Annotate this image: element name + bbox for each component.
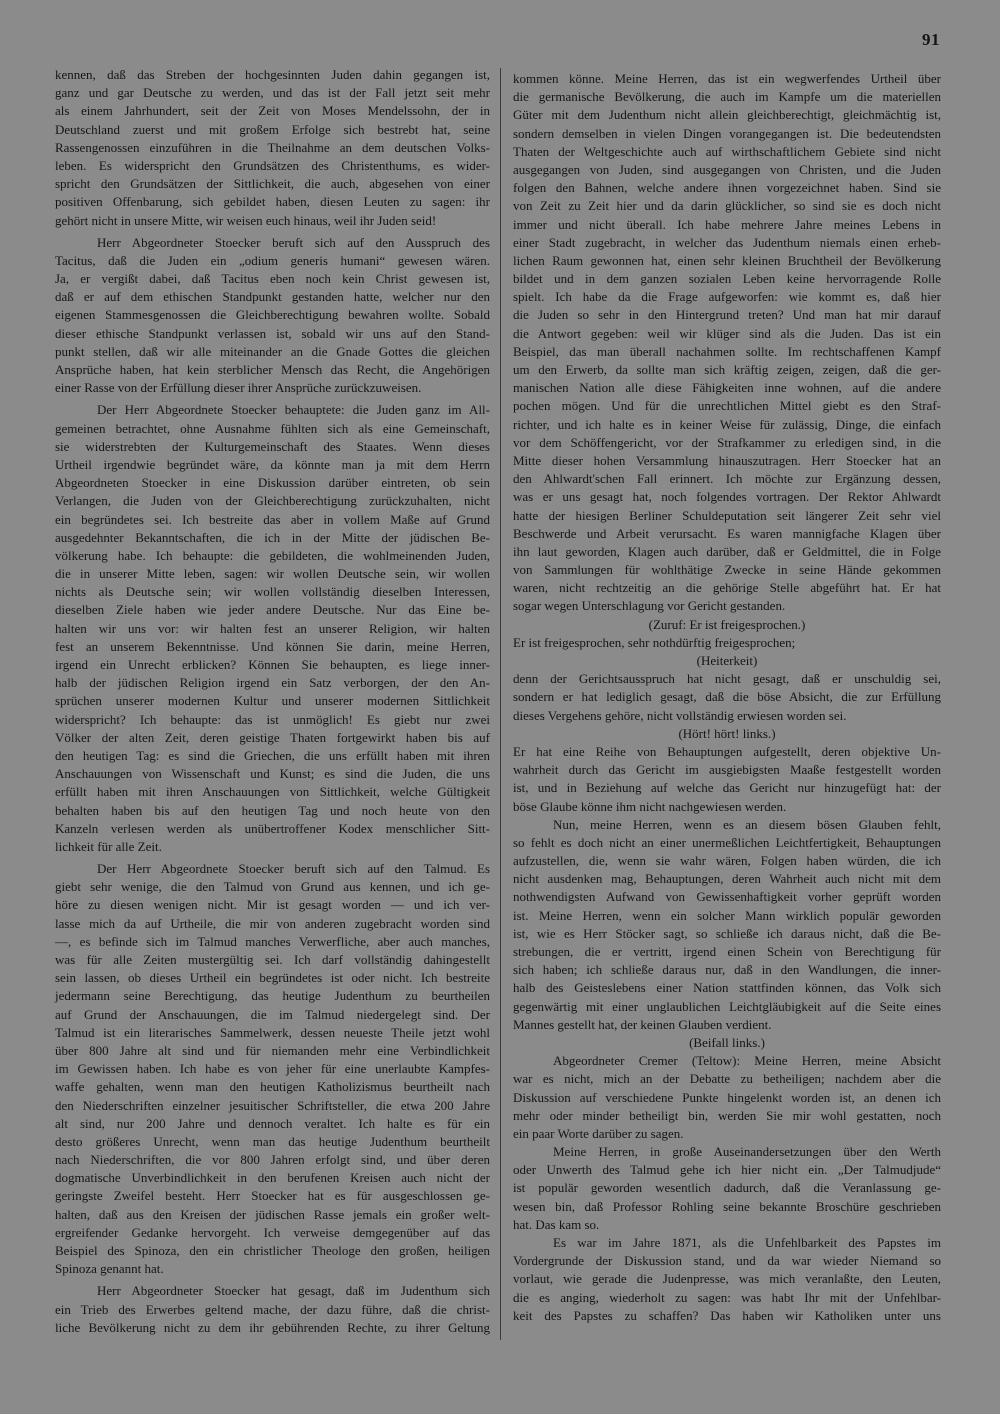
text-line: [513, 652, 941, 670]
interjection: [513, 616, 941, 634]
line-text: ganz und gar Deutsche zu werden, und das ist der Fall jetzt seit mehr: [55, 85, 490, 101]
text-line: [513, 870, 941, 888]
text-line: [55, 1024, 490, 1042]
line-text: irgend ein Unrecht erblicken? Können Sie behaupten, es liege inner-: [55, 657, 490, 672]
line-text: böse Glaube könne ihm nicht nachgewiesen werden.: [513, 798, 787, 814]
text-line: [513, 343, 941, 361]
line-text: gegenwärtig mit einer unglaublichen Leichtgläubigkeit auf die Seite eines: [513, 998, 941, 1014]
text-line: [513, 834, 941, 852]
text-line: [55, 1169, 490, 1187]
line-text: dieser ethische Standpunkt verlassen ist, sobald wir uns auf den Stand-: [55, 325, 490, 341]
text-line: [513, 798, 941, 816]
text-line: [55, 288, 490, 306]
text-line: [513, 361, 941, 379]
line-text: behalten haben bis auf den heutigen Tag und noch heute von den: [55, 802, 490, 818]
line-text: gehört nicht in unsere Mitte, wir weisen euch hinaus, weil ihr Juden seid!: [55, 212, 437, 228]
line-text: über 800 Jahre alt sind und für niemanden mehr eine Verbindlichkeit: [55, 1042, 490, 1058]
text-line: [55, 802, 490, 820]
line-text: Mannes gestellt hat, der keinen Glauben verdient.: [513, 1016, 772, 1032]
line-text: jedermann seine Berechtigung, das heutige Judenthum zu beurtheilen: [55, 988, 490, 1004]
line-text: Er hat eine Reihe von Behauptungen aufgestellt, deren objektive Un-: [513, 743, 941, 759]
text-line: [513, 907, 941, 925]
line-text: nicht ausdenken mag, Behauptungen, deren Wahrheit auch nicht mit dem: [513, 871, 941, 887]
text-line: [513, 1143, 941, 1161]
interjection: [513, 725, 941, 743]
line-text: Kanzeln verlesen werden als unübertroffener Kodex menschlicher Sitt-: [55, 820, 490, 836]
line-text: ausgegangen von Juden, sind ausgegangen von Christen, und die Juden: [513, 161, 941, 177]
line-text: Thaten der Weltgeschichte auch auf wirthschaftlichem Gebiete sind nicht: [513, 143, 941, 159]
paragraph: [513, 816, 941, 1034]
text-line: [55, 747, 490, 765]
line-text: gemeinen betrachtet, ohne Ausnahme fühlten sich als eine Gemeinschaft,: [55, 420, 490, 436]
line-text: sondern er hat lediglich gesagt, daß die böse Absicht, die zur Erfüllung: [513, 689, 941, 705]
text-line: [55, 193, 490, 211]
line-text: so fehlt es doch nicht an einer unermeßlichen Leichtfertigkeit, Behauptungen: [513, 834, 941, 850]
text-line: [55, 1301, 490, 1319]
line-text: wahrheit durch das Gericht im ausgiebigsten Maaße festgestellt worden: [513, 762, 941, 778]
text-line: [513, 416, 941, 434]
text-line: [55, 511, 490, 529]
line-text: aufzustellen, die, wenn sie wahr wären, Folgen haben würden, die ich: [513, 853, 941, 869]
text-line: [55, 601, 490, 619]
line-text: widerspricht? Ich behaupte: das ist unmöglich! Es giebt nur zwei: [55, 711, 490, 727]
text-line: [513, 470, 941, 488]
text-line: [513, 234, 941, 252]
line-text: halten wir uns vor: wir halten fest an unserer Religion, wir halten: [55, 620, 490, 636]
line-text: von Sammlungen für wohlthätige Zwecke in seine Hände gekommen: [513, 562, 941, 578]
text-line: [55, 1115, 490, 1133]
line-text: ergreifender Gedanke hervorgeht. Ich verweise demgegenüber auf das: [55, 1224, 490, 1240]
text-line: [55, 1060, 490, 1078]
line-text: positiven Offenbarung, sich gebildet haben, diesen Leuten zu sagen: ihr: [55, 194, 490, 210]
text-line: [55, 1242, 490, 1260]
text-line: [55, 420, 490, 438]
paragraph: [513, 743, 941, 816]
line-text: —, es befinde sich im Talmud manches Verwerfliche, aber auch manches,: [55, 933, 490, 949]
text-line: [55, 379, 490, 397]
interjection: [513, 1034, 941, 1052]
line-text: immer und nicht überall. Ich habe mehrere Jahre meines Lebens in: [513, 216, 941, 232]
text-line: [513, 143, 941, 161]
text-line: [55, 896, 490, 914]
text-line: [55, 139, 490, 157]
text-line: [55, 1151, 490, 1169]
line-text: Völker der alten Zeit, deren geistige Thaten fortgewirkt haben bis auf: [55, 729, 490, 745]
line-text: sogar wegen Unterschlagung vor Gericht gestanden.: [513, 598, 786, 614]
text-line: [55, 84, 490, 102]
line-text: vor dem Schöffengericht, vor der Strafkammer zu erledigen sind, in die: [513, 434, 941, 450]
line-text: Der Herr Abgeordnete Stoecker beruft sich auf den Talmud. Es: [97, 861, 490, 877]
line-text: erfüllt haben mit ihren Anschauungen von Sittlichkeit, welche Gültigkeit: [55, 784, 490, 800]
line-text: die germanische Bevölkerung, die auch im Kampfe um die materiellen: [513, 89, 941, 105]
text-line: [55, 820, 490, 838]
text-line: [55, 711, 490, 729]
text-line: [55, 1097, 490, 1115]
line-text: hat. Das kam so.: [513, 1216, 600, 1232]
line-text: eigenen Stammesgenossen die Gleichberechtigung bewahren wollte. Sobald: [55, 307, 490, 323]
line-text: die es anging, wiederholt zu sagen: was habt Ihr mit der Unfehlbar-: [513, 1289, 941, 1305]
text-line: [513, 1016, 941, 1034]
line-text: von Zeit zu Zeit hier und da darin glücklicher, so sind sie es doch nicht: [513, 198, 941, 214]
line-text: den Niederschriften einzelner jesuitischer Schriftsteller, die etwa 200 Jahre: [55, 1097, 490, 1113]
text-line: [513, 979, 941, 997]
text-line: [513, 579, 941, 597]
line-text: ausgedehnter Bekanntschaften, die ich in der Mitte der jüdischen Be-: [55, 529, 490, 545]
line-text: Rassengenossen einzuführen in die Theilnahme an dem deutschen Volks-: [55, 139, 490, 155]
line-text: ein begründetes sei. Ich bestreite das aber in vollem Maße auf Grund: [55, 511, 490, 527]
line-text: hatte der hiesigen Berliner Schuldeputation seit längerer Zeit sehr viel: [513, 507, 941, 523]
text-line: [513, 525, 941, 543]
line-text: alt sind, nur 200 Jahre und dennoch veraltet. Ich halte es für ein: [55, 1115, 490, 1131]
text-line: [513, 597, 941, 615]
line-text: denn der Gerichtsausspruch hat nicht gesagt, daß er unschuldig sei,: [513, 671, 941, 687]
line-text: Meine Herren, in große Auseinandersetzungen über den Werth: [553, 1144, 941, 1160]
text-line: [55, 638, 490, 656]
text-line: [55, 878, 490, 896]
line-text: Ansprüche haben, hat kein sterblicher Mensch das Recht, die Angehörigen: [55, 362, 490, 377]
line-text: (Beifall links.): [689, 1034, 765, 1050]
text-line: [55, 1224, 490, 1242]
line-text: bildet und in dem ganzen sozialen Leben keine hervorragende Rolle: [513, 271, 941, 287]
text-line: [513, 434, 941, 452]
text-line: [513, 216, 941, 234]
line-text: keit des Papstes zu schaffen? Das haben wir Katholiken unter uns: [513, 1307, 941, 1323]
line-text: im Gewissen haben. Ich habe es von jeher für eine unerlaubte Kampfes-: [55, 1061, 490, 1077]
line-text: die in unserer Mitte leben, sagen: wir wollen Deutsche sein, wir wollen: [55, 566, 490, 582]
text-line: [55, 1206, 490, 1224]
line-text: sondern demselben in vielen Dingen vorangegangen ist. Die bedeutendsten: [513, 125, 941, 141]
line-text: was für alle Zeiten mustergültig sei. Ich darf vollständig dahingestellt: [55, 952, 490, 967]
line-text: lichkeit für alle Zeit.: [55, 838, 162, 854]
line-text: (Zuruf: Er ist freigesprochen.): [648, 616, 806, 632]
line-text: oder Unwerth des Talmud gehe ich hier nicht ein. „Der Talmudjude“: [513, 1162, 941, 1178]
line-text: einer Stadt zugebracht, in welcher das Judenthum niemals einen erheb-: [513, 234, 941, 250]
line-text: ist populär geworden wesentlich dadurch, daß die Veranlassung ge-: [513, 1180, 941, 1196]
line-text: die Antwort gegeben: weil wir klüger sind als die Juden. Das ist ein: [513, 325, 941, 341]
text-line: [513, 1052, 941, 1070]
text-column-right: [513, 70, 941, 1325]
text-line: [55, 1187, 490, 1205]
line-text: einer Rasse von der Erfüllung dieser ihrer Ansprüche zurückzuweisen.: [55, 380, 422, 396]
text-line: [513, 761, 941, 779]
line-text: Der Herr Abgeordnete Stoecker behauptete: die Juden ganz im All-: [97, 402, 490, 418]
text-line: [513, 379, 941, 397]
paragraph: [513, 70, 941, 616]
line-text: Abgeordneten Stoecker in eine Diskussion darüber eintreten, ob sein: [55, 475, 490, 491]
text-line: [513, 688, 941, 706]
text-line: [55, 783, 490, 801]
text-line: [55, 620, 490, 638]
line-text: sein lassen, ob dieses Urtheil ein begründetes ist oder nicht. Ich bestreite: [55, 970, 490, 986]
line-text: sie widerstrebten der Kulturgemeinschaft des Staates. Wenn dieses: [55, 438, 490, 454]
line-text: Diskussion auf verschiedene Punkte hingelenkt worden ist, an denen ich: [513, 1089, 941, 1105]
line-text: Deutschland zuerst und mit großem Erfolge sich bestrebt hat, seine: [55, 121, 490, 137]
line-text: spielt. Ich habe da die Frage aufgeworfen: wie kommt es, daß hier: [513, 289, 941, 305]
line-text: giebt sehr wenige, die den Talmud von Grund aus kennen, und ich ge-: [55, 879, 490, 895]
line-text: Spinoza genannt hat.: [55, 1261, 164, 1277]
text-line: [513, 179, 941, 197]
text-line: [513, 961, 941, 979]
text-line: [513, 1270, 941, 1288]
line-text: nach Niederschriften, die vor 800 Jahren erfolgt sind, und über deren: [55, 1152, 490, 1168]
text-line: [513, 1070, 941, 1088]
line-text: nothwendigsten Aufwand von Gewissenhaftigkeit vorher geprüft worden: [513, 889, 941, 905]
text-line: [513, 616, 941, 634]
line-text: Nun, meine Herren, wenn es an diesem bösen Glauben fehlt,: [553, 816, 941, 832]
text-line: [513, 1034, 941, 1052]
text-line: [513, 743, 941, 761]
text-line: [55, 987, 490, 1005]
line-text: dogmatische Unverbindlichkeit in den berufenen Kreisen auch nicht der: [55, 1170, 490, 1186]
text-line: [55, 692, 490, 710]
paragraph: [55, 66, 490, 230]
line-text: punkt stellen, daß wir alle miteinander an die Gnade Gottes die gleichen: [55, 343, 490, 359]
text-line: [55, 1282, 490, 1300]
text-line: [55, 234, 490, 252]
line-text: folgen den Bahnen, welche andere ihnen vorgezeichnet haben. Sind sie: [513, 180, 941, 196]
text-line: [513, 707, 941, 725]
text-line: [55, 583, 490, 601]
paragraph: [513, 1052, 941, 1143]
text-line: [55, 212, 490, 230]
line-text: Beispiel des Spinoza, den ein christlicher Theologe den großen, heiligen: [55, 1243, 490, 1258]
line-text: desto größeres Unrecht, wenn man das heutige Judenthum beurtheilt: [55, 1133, 490, 1149]
text-line: [55, 729, 490, 747]
line-text: (Hört! hört! links.): [678, 725, 776, 741]
text-line: [513, 816, 941, 834]
paragraph: [513, 634, 941, 652]
line-text: kommen könne. Meine Herren, das ist ein wegwerfendes Urtheil über: [513, 71, 941, 86]
text-line: [513, 1107, 941, 1125]
line-text: ein Trieb des Erwerbes geltend mache, der dazu führe, daß die christ-: [55, 1301, 490, 1317]
line-text: Er ist freigesprochen, sehr nothdürftig freigesprochen;: [513, 634, 796, 650]
line-text: Herr Abgeordneter Stoecker beruft sich auf den Ausspruch des: [97, 234, 490, 250]
text-line: [55, 951, 490, 969]
line-text: völkerung habe. Ich behaupte: die gebildeten, die wohlmeinenden Juden,: [55, 547, 490, 563]
text-line: [55, 438, 490, 456]
line-text: die Juden so sehr in den Hintergrund treten? Und man hat mir darauf: [513, 307, 941, 323]
text-line: [513, 288, 941, 306]
line-text: spricht den Grundsätzen der Sittlichkeit, die auch, abgesehen von einer: [55, 176, 490, 192]
text-line: [513, 306, 941, 324]
text-line: [513, 88, 941, 106]
text-line: [513, 998, 941, 1016]
text-line: [513, 397, 941, 415]
text-line: [513, 1307, 941, 1325]
text-line: [55, 270, 490, 288]
line-text: was er uns gesagt hat, noch folgendes vortragen. Der Rektor Ahlwardt: [513, 489, 941, 505]
line-text: sprüchen unserer modernen Kultur und unserer modernen Sittlichkeit: [55, 693, 490, 709]
line-text: Talmud ist ein literarisches Sammelwerk, dessen neueste Theile jetzt wohl: [55, 1024, 490, 1040]
text-line: [55, 547, 490, 565]
page-number: 91: [922, 30, 940, 49]
text-line: [55, 915, 490, 933]
line-text: Güter mit dem Judenthum nicht allein gleichberechtigt, gleichmächtig ist,: [513, 107, 941, 123]
text-line: [513, 561, 941, 579]
line-text: geringste Zweifel besteht. Herr Stoecker hat es für ausgeschlossen ge-: [55, 1188, 490, 1204]
line-text: nichts als Deutsche sein; wir wollen vollständig dieselben Interessen,: [55, 584, 490, 600]
text-line: [55, 1133, 490, 1151]
text-line: [55, 492, 490, 510]
line-text: Abgeordneter Cremer (Teltow): Meine Herren, meine Absicht: [553, 1053, 941, 1069]
text-line: [55, 969, 490, 987]
line-text: ein paar Worte darüber zu sagen.: [513, 1125, 684, 1141]
line-text: als einem Jahrhundert, seit der Zeit von Moses Mendelssohn, der in: [55, 103, 490, 119]
text-line: [513, 70, 941, 88]
paragraph: [513, 1143, 941, 1234]
line-text: Vordergrunde der Diskussion stand, und da war wieder Niemand so: [513, 1253, 941, 1269]
text-line: [55, 325, 490, 343]
text-line: [513, 488, 941, 506]
line-text: dieselben Ziele haben wie jeder andere Deutsche. Nur das Eine be-: [55, 602, 490, 618]
paragraph: [513, 1234, 941, 1325]
paragraph: [55, 1282, 490, 1337]
column-divider: [500, 68, 501, 1340]
text-line: [513, 888, 941, 906]
line-text: lichen Raum gewonnen hat, einen sehr kleinen Bruchtheil der Bevölkerung: [513, 252, 941, 268]
line-text: dieses Vergehens gehöre, nicht vollständig erwiesen worden sei.: [513, 707, 847, 723]
line-text: waren, nicht rechtzeitig an die gehörige Stelle abgeführt hat. Er hat: [513, 580, 941, 596]
text-line: [55, 860, 490, 878]
text-line: [55, 838, 490, 856]
text-line: [55, 361, 490, 379]
text-line: [513, 543, 941, 561]
line-text: wesen bin, daß Professor Rohling seine bekannte Broschüre geschrieben: [513, 1198, 941, 1214]
paragraph: [513, 670, 941, 725]
line-text: manischen Nation alle diese Fähigkeiten inne wohnen, auf die andere: [513, 380, 941, 396]
text-line: [55, 765, 490, 783]
line-text: halb der jüdischen Religion irgend ein Satz verborgen, der den An-: [55, 675, 490, 691]
line-text: Herr Abgeordneter Stoecker hat gesagt, daß im Judenthum sich: [97, 1283, 490, 1299]
text-line: [513, 161, 941, 179]
line-text: Mitte dieser hohen Versammlung hinauszutragen. Herr Stoecker hat an: [513, 452, 941, 468]
text-line: [513, 943, 941, 961]
text-line: [513, 1198, 941, 1216]
text-line: [513, 507, 941, 525]
text-line: [513, 1179, 941, 1197]
line-text: Verlangen, die Juden von der Gleichberechtigung zurückzuhalten, nicht: [55, 493, 490, 509]
text-line: [513, 1234, 941, 1252]
line-text: kennen, daß das Streben der hochgesinnten Juden dahin gegangen ist,: [55, 67, 490, 82]
text-line: [55, 157, 490, 175]
text-line: [513, 325, 941, 343]
text-line: [513, 634, 941, 652]
line-text: daß er auf dem ethischen Standpunkt gestanden hatte, welcher nur den: [55, 289, 490, 305]
text-line: [55, 343, 490, 361]
text-line: [55, 252, 490, 270]
line-text: um den Erwerb, da sollte man sich kräftig zeigen, zeigen, daß die ger-: [513, 362, 941, 377]
line-text: ist, wie es Herr Stöcker sagt, so schließe ich daraus nicht, daß die Be-: [513, 925, 941, 941]
line-text: Urtheil irgendwie begründet wäre, da könnte man ja mit dem Herrn: [55, 456, 490, 472]
line-text: den Ahlwardt'schen Fall erinnert. Ich möchte zur Ergänzung dessen,: [513, 471, 941, 487]
line-text: Beschwerde und Arbeit verursacht. Es waren mannigfache Klagen über: [513, 525, 941, 541]
line-text: lasse mich da auf Urtheile, die mir von anderen zugebracht worden sind: [55, 915, 490, 931]
text-line: [513, 252, 941, 270]
line-text: mehr oder minder betheiligt bin, werden Sie mir wohl gestatten, noch: [513, 1107, 941, 1123]
text-line: [513, 725, 941, 743]
text-line: [513, 670, 941, 688]
line-text: liche Bevölkerung nicht zu dem ihr gebührenden Rechte, zu ihrer Geltung: [55, 1319, 490, 1335]
text-line: [55, 933, 490, 951]
line-text: fest an unserem Bekenntnisse. Und können Sie darin, meine Herren,: [55, 638, 490, 654]
line-text: strebungen, die er vertritt, irgend einen Schein von Berechtigung für: [513, 944, 941, 959]
text-line: [513, 1089, 941, 1107]
paragraph: [55, 234, 490, 398]
line-text: auf Grund der Anschauungen, die im Talmud niedergelegt sind. Der: [55, 1006, 490, 1022]
line-text: sich haben; ich schließe daraus nur, daß in den Wandlungen, die inner-: [513, 962, 941, 978]
line-text: ist, und in Beziehung auf welche das Gericht nur hinzugefügt hat: der: [513, 780, 941, 796]
text-line: [513, 106, 941, 124]
text-line: [55, 474, 490, 492]
line-text: pochen mögen. Und für die unrechtlichen Mittel giebt es den Straf-: [513, 398, 941, 414]
text-line: [55, 1260, 490, 1278]
interjection: [513, 652, 941, 670]
text-line: [513, 1161, 941, 1179]
text-line: [55, 121, 490, 139]
text-line: [513, 1252, 941, 1270]
line-text: Anschauungen von Wissenschaft und Kunst; es sind die Juden, die uns: [55, 766, 490, 782]
line-text: Beispiel, das man überall nachahmen sollte. Im rechtschaffenen Kampf: [513, 343, 941, 359]
text-line: [513, 125, 941, 143]
line-text: vorlaut, wie gerade die Judenpresse, was mich veranlaßte, den Leuten,: [513, 1271, 941, 1287]
text-line: [513, 1289, 941, 1307]
text-column-left: [55, 66, 490, 1337]
text-line: [513, 1125, 941, 1143]
line-text: leben. Es widerspricht den Grundsätzen des Christenthums, es wider-: [55, 157, 490, 173]
paragraph: [55, 401, 490, 856]
text-line: [55, 306, 490, 324]
text-line: [513, 925, 941, 943]
line-text: ihn laut geworden, Klagen auch darüber, daß er Geldmittel, die in Folge: [513, 543, 941, 559]
text-line: [55, 674, 490, 692]
text-line: [55, 1319, 490, 1337]
line-text: höre zu diesen wenigen nicht. Mir ist gesagt worden — und ich ver-: [55, 897, 490, 913]
text-line: [513, 197, 941, 215]
paragraph: [55, 860, 490, 1278]
text-line: [55, 175, 490, 193]
text-line: [55, 102, 490, 120]
text-line: [513, 779, 941, 797]
text-line: [513, 852, 941, 870]
text-line: [55, 401, 490, 419]
line-text: Es war im Jahre 1871, als die Unfehlbarkeit des Papstes im: [553, 1235, 941, 1250]
text-line: [55, 456, 490, 474]
text-line: [55, 66, 490, 84]
line-text: waffe gehalten, wenn man den heutigen Katholizismus beurtheilt nach: [55, 1079, 490, 1095]
line-text: (Heiterkeit): [696, 653, 758, 668]
text-line: [55, 1078, 490, 1096]
line-text: halb des Geisteslebens einer Nation stattfinden können, das Volk sich: [513, 980, 941, 996]
text-line: [513, 452, 941, 470]
text-line: [55, 1042, 490, 1060]
text-line: [513, 1216, 941, 1234]
text-line: [513, 270, 941, 288]
line-text: Ja, er vergißt dabei, daß Tacitus eben noch kein Christ gewesen ist,: [55, 271, 490, 287]
line-text: ist. Meine Herren, wenn ein solcher Mann wirklich populär geworden: [513, 907, 941, 923]
line-text: Tacitus, daß die Juden ein „odium generis humani“ gewesen wären.: [55, 252, 490, 268]
text-line: [55, 1006, 490, 1024]
text-line: [55, 656, 490, 674]
line-text: war es nicht, mich an der Debatte zu betheiligen; nachdem aber die: [513, 1071, 941, 1087]
line-text: halten, daß aus den Kreisen der jüdischen Rasse jemals ein großer welt-: [55, 1206, 490, 1222]
line-text: den heutigen Tag: es sind die Griechen, die uns erfüllt haben mit ihren: [55, 747, 490, 763]
text-line: [55, 529, 490, 547]
text-line: [55, 565, 490, 583]
line-text: richter, und ich halte es in keiner Weise für zulässig, Dinge, die einfach: [513, 416, 941, 432]
